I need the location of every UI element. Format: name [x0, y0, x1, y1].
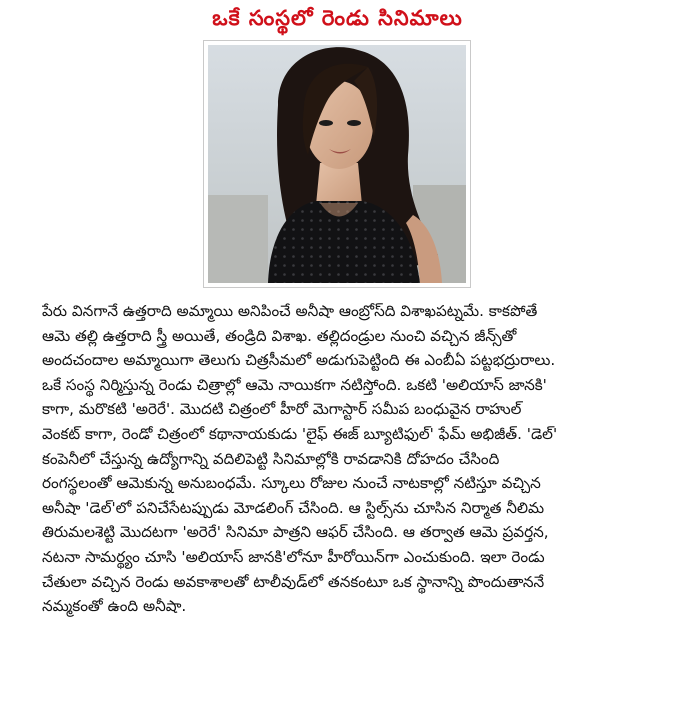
- article-line: అందచందాల అమ్మాయిగా తెలుగు చిత్రసీమలో అడుగుపెట్టింది ఈ ఎంబీఏ పట్టభద్రురాలు.: [42, 351, 556, 370]
- article-line: అనీషా 'డెల్'లో పనిచేసేటప్పుడు మోడలింగ్ చేసింది. ఆ స్టిల్స్‌ను చూసిన నిర్మాత నీలిమ: [42, 498, 545, 517]
- article-line: కంపెనీలో చేస్తున్న ఉద్యోగాన్ని వదిలిపెట్టి సినిమాల్లోకి రావడానికి దోహదం చేసింది: [42, 449, 500, 468]
- actress-portrait-photo-icon: [208, 45, 466, 283]
- article-line: తిరుమలశెట్టి మొదటగా 'అరెరే' సినిమా పాత్రని ఆఫర్ చేసింది. ఆ తర్వాత ఆమె ప్రవర్తన,: [42, 523, 549, 542]
- article-line: చేతులా వచ్చిన రెండు అవకాశాలతో టాలీవుడ్‌లో తనకంటూ ఒక స్థానాన్ని పొందుతాననే: [42, 572, 545, 591]
- article-line: నమ్మకంతో ఉంది అనీషా.: [42, 597, 187, 616]
- article-line: నటనా సామర్థ్యం చూసి 'అలియాస్ జానకి'లోనూ హీరోయిన్‌గా ఎంచుకుంది. ఇలా రెండు: [42, 547, 545, 566]
- article-line: పేరు వినగానే ఉత్తరాది అమ్మాయి అనిపించే అనీషా ఆంబ్రోస్‌ది విశాఖపట్నమే. కాకపోతే: [42, 302, 538, 320]
- photo-frame: [203, 40, 471, 288]
- article-line: ఒకే సంస్థ నిర్మిస్తున్న రెండు చిత్రాల్లో ఆమె నాయికగా నటిస్తోంది. ఒకటి 'అలియాస్ జానకి': [42, 375, 547, 394]
- article-line: రంగస్థలంతో ఆమెకున్న అనుబంధమే. స్కూలు రోజుల నుంచే నాటకాల్లో నటిస్తూ వచ్చిన: [42, 474, 541, 493]
- article-body: [42, 299, 665, 619]
- article-line: కాగా, మరొకటి 'అరెరే'. మొదటి చిత్రంలో హీరో మెగాస్టార్ సమీప బంధువైన రాహుల్: [42, 400, 522, 419]
- article-line: వెంకట్ కాగా, రెండో చిత్రంలో కథానాయకుడు 'లైఫ్ ఈజ్ బ్యూటిఫుల్' ఫేమ్ అభిజీత్. 'డెల్': [42, 424, 558, 443]
- article-headline: ఒకే సంస్థలో రెండు సినిమాలు: [212, 6, 463, 30]
- article-line: ఆమె తల్లి ఉత్తరాది స్త్రీ అయితే, తండ్రిది విశాఖ. తల్లిదండ్రుల నుంచి వచ్చిన జీన్స్‌తో: [42, 326, 517, 345]
